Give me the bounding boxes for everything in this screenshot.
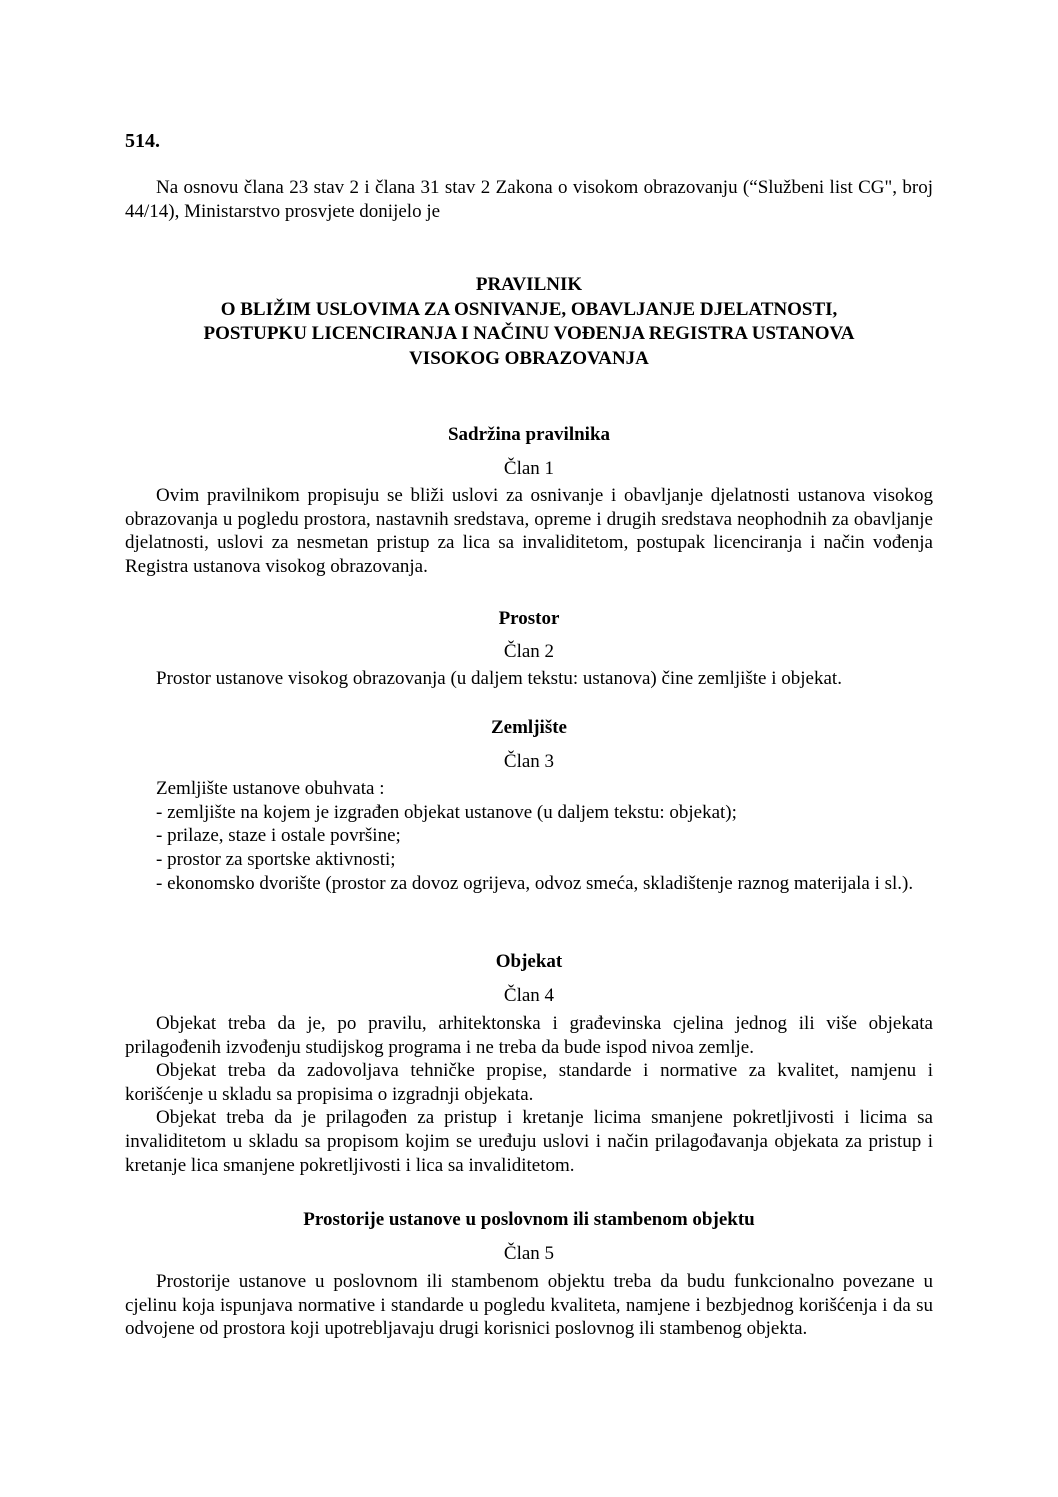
- list-item: - ekonomsko dvorište (prostor za dovoz ogrijeva, odvoz smeća, skladištenje raznog materijala i sl.).: [156, 872, 914, 894]
- article-paragraph: Ovim pravilnikom propisuju se bliži uslovi za osnivanje i obavljanje djelatnosti ustanova visokog obrazovanja u pogledu prostora, nastavnih sredstava, opreme i drugih sredstava neophodnih za obavljanje djelatnosti, uslovi za nesmetan pristup za lica sa invaliditetom, postupak licenciranja i način vođenja Registra ustanova visokog obrazovanja.: [125, 485, 933, 577]
- list-item: - zemljište na kojem je izgrađen objekat ustanove (u daljem tekstu: objekat);: [156, 801, 737, 823]
- preamble-paragraph: Na osnovu člana 23 stav 2 i člana 31 stav 2 Zakona o visokom obrazovanju (“Službeni list CG", broj 44/14), Ministarstvo prosvjete donijelo je: [125, 177, 933, 222]
- article-list: [125, 777, 933, 896]
- list-item: - prilaze, staze i ostale površine;: [156, 825, 401, 847]
- title-line: PRAVILNIK: [475, 274, 583, 295]
- article-paragraph: Objekat treba da zadovoljava tehničke propise, standarde i normative za kvalitet, namjenu i korišćenje u skladu sa propisima o izgradnji objekata.: [125, 1060, 933, 1105]
- document-number: 514.: [125, 130, 160, 152]
- article-paragraph: Objekat treba da je, po pravilu, arhitektonska i građevinska cjelina jednog ili više objekata prilagođenih izvođenju studijskog programa i ne treba da bude ispod nivoa zemlje.: [125, 1013, 933, 1058]
- article-body: [125, 1012, 933, 1177]
- article-label: Član 5: [503, 1243, 555, 1264]
- list-intro: Zemljište ustanove obuhvata :: [156, 778, 385, 799]
- title-line: O BLIŽIM USLOVIMA ZA OSNIVANJE, OBAVLJANJE DJELATNOSTI,: [220, 298, 838, 320]
- section-heading: Prostor: [498, 608, 560, 629]
- article-paragraph: Prostorije ustanove u poslovnom ili stambenom objektu treba da budu funkcionalno povezane u cjelinu koja ispunjava normative i standarde u pogledu kvaliteta, namjene i bezbjednog korišćenja i da su odvojene od prostora koji upotrebljavaju drugi korisnici poslovnog ili stambenog objekta.: [125, 1271, 933, 1340]
- section-heading: Objekat: [495, 951, 563, 972]
- list-item: - prostor za sportske aktivnosti;: [156, 849, 396, 871]
- title-line: POSTUPKU LICENCIRANJA I NAČINU VOĐENJA REGISTRA USTANOVA: [203, 323, 855, 344]
- article-label: Član 2: [503, 641, 555, 662]
- section-heading: Zemljište: [491, 717, 567, 738]
- article-paragraph: Prostor ustanove visokog obrazovanja (u daljem tekstu: ustanova) čine zemljište i objekat.: [156, 668, 842, 689]
- article-label: Član 1: [503, 458, 555, 479]
- title-line: VISOKOG OBRAZOVANJA: [409, 347, 649, 369]
- section-heading: Prostorije ustanove u poslovnom ili stambenom objektu: [303, 1209, 755, 1230]
- article-label: Član 4: [503, 985, 555, 1006]
- section-heading: Sadržina pravilnika: [447, 424, 611, 445]
- article-label: Član 3: [503, 751, 555, 772]
- regulation-title: [125, 273, 933, 371]
- article-paragraph: Objekat treba da je prilagođen za pristup i kretanje licima smanjene pokretljivosti i licima sa invaliditetom u skladu sa propisom kojim se uređuju uslovi i način prilagođavanja objekata za pristup i kretanje lica smanjene pokretljivosti i lica sa invaliditetom.: [125, 1107, 933, 1176]
